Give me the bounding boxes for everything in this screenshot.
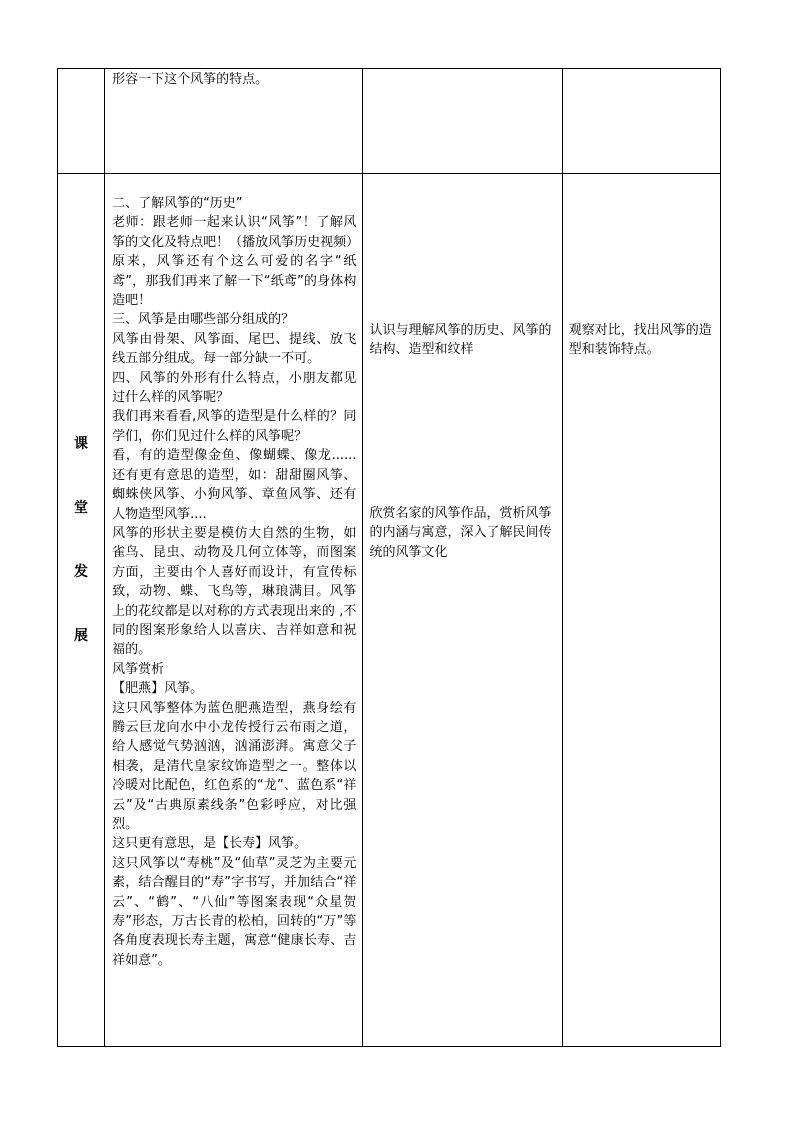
content-cell	[105, 69, 363, 174]
paragraph: 原来，风筝还有个这么可爱的名字“纸鸢”，那我们再来了解一下“纸鸢”的身体构造吧！	[112, 254, 357, 309]
stage-char: 展	[74, 628, 89, 644]
method-cell	[562, 69, 720, 174]
paragraph: 看，有的造型像金鱼、像蝴蝶、像龙......还有更有意思的造型，如：甜甜圈风筝、蜘蛛侠风筝、小狗风筝、章鱼风筝、还有人物造型风筝....	[112, 448, 357, 522]
paragraph: 风筝由骨架、风筝面、尾巴、提线、放飞线五部分组成。每一部分缺一不可。	[112, 331, 357, 367]
content-text: 形容一下这个风筝的特点。	[112, 72, 269, 87]
paragraph: 老师：跟老师一起来认识“风筝”！了解风筝的文化及特点吧！（播放风筝历史视频）	[112, 215, 360, 250]
table-row	[58, 69, 721, 174]
stage-cell	[58, 174, 105, 1047]
method-cell	[562, 174, 720, 1047]
stage-char: 课	[74, 436, 89, 452]
goal-text: 认识与理解风筝的历史、风筝的结构、造型和纹样	[369, 323, 552, 358]
section-heading: 三、风筝是由哪些部分组成的？	[112, 312, 295, 328]
paragraph: 风筝赏析	[112, 661, 165, 677]
stage-char: 发	[74, 564, 89, 580]
paragraph: 我们再来看看,风筝的造型是什么样的？同学们，你们见过什么样的风筝呢？	[112, 409, 357, 444]
paragraph: 这只更有意思，是【长寿】风筝。	[112, 836, 308, 852]
lesson-plan-table	[57, 68, 721, 1047]
section-heading: 四、风筝的外形有什么特点，小朋友都见过什么样的风筝呢？	[112, 370, 357, 406]
table-row	[58, 174, 721, 1047]
paragraph: 【肥燕】风筝。	[112, 681, 204, 697]
goal-text: 欣赏名家的风筝作品，赏析风筝的内涵与寓意，深入了解民间传统的风筝文化	[369, 505, 552, 560]
paragraph: 这只风筝整体为蓝色肥燕造型，燕身绘有腾云巨龙向水中小龙传授行云布雨之道，给人感觉气势汹汹，汹涌澎湃。寓意父子相袭，是清代皇家纹饰造型之一。整体以冷暖对比配色，红色系的“龙”、蓝色系“祥云”及“古典原素线条”色彩呼应，对比强烈。	[112, 700, 357, 832]
stage-label	[58, 174, 104, 690]
goal-cell	[363, 174, 562, 1047]
goal-cell	[363, 69, 562, 174]
content-cell	[105, 174, 363, 1047]
stage-cell-empty	[58, 69, 105, 174]
paragraph: 这只风筝以“寿桃”及“仙草”灵芝为主要元素，结合醒目的“寿”字书写，并加结合“祥云”、“鹤”、“八仙”等图案表现“众星贺寿”形态，万古长青的松柏，回转的“万”等各角度表现长寿主题，寓意“健康长寿、吉祥如意”。	[112, 855, 357, 968]
section-heading: 二、了解风筝的“历史”	[112, 196, 243, 211]
method-text: 观察对比，找出风筝的造型和装饰特点。	[568, 323, 712, 358]
paragraph: 风筝的形状主要是模仿大自然的生物，如雀鸟、昆虫、动物及几何立体等，而图案方面，主要由个人喜好而设计，有宣传标致，动物、蝶、飞鸟等，琳琅满目。风筝上的花纹都是以对称的方式表现出来的 ,不同的图案形象给人以喜庆、吉祥如意和祝福的。	[112, 525, 357, 658]
stage-char: 堂	[74, 500, 89, 516]
